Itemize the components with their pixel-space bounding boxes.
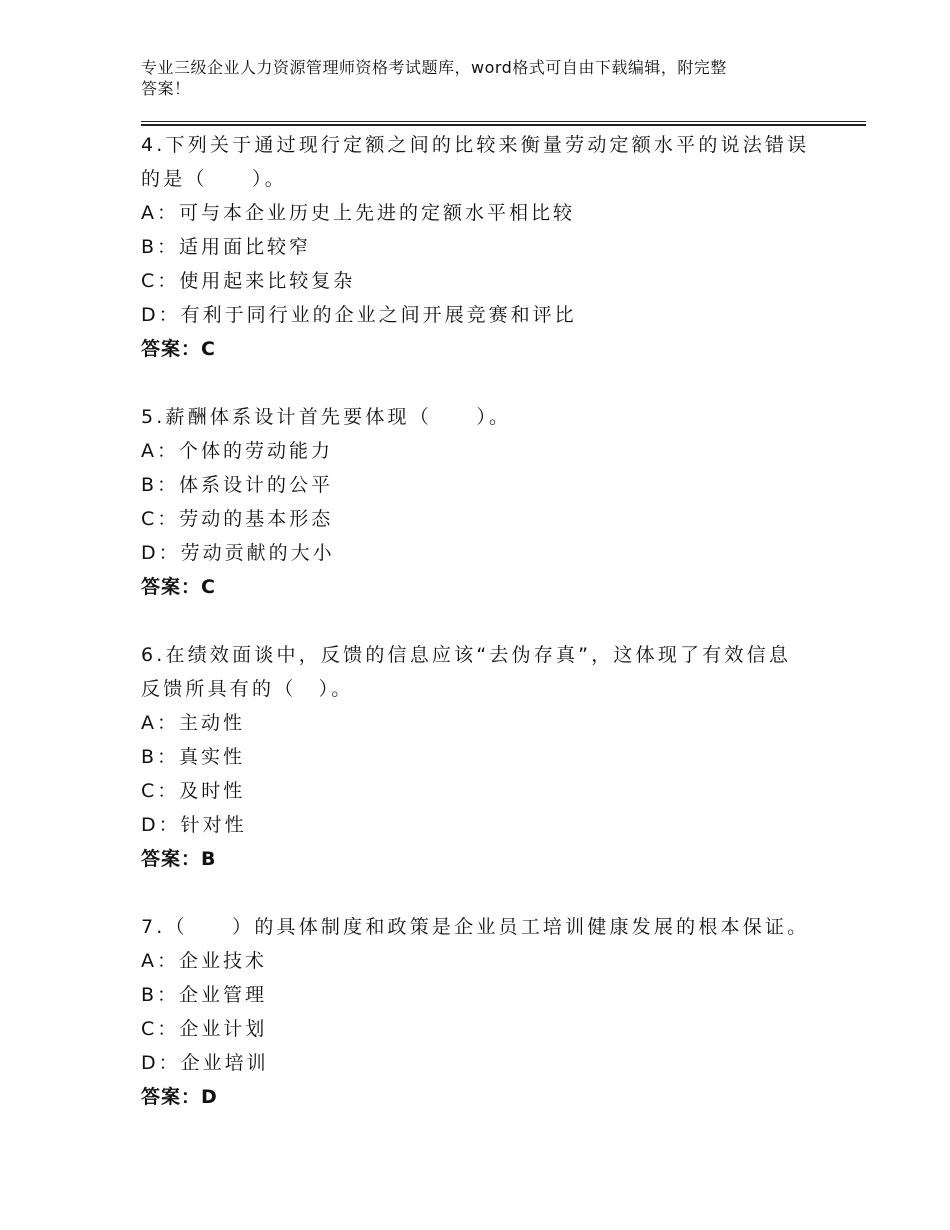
option-a: A：个体的劳动能力 bbox=[141, 440, 333, 462]
question-5 bbox=[141, 400, 841, 604]
option-a: A：企业技术 bbox=[141, 950, 267, 972]
option-b: B：适用面比较窄 bbox=[141, 236, 312, 258]
option-d: D：有利于同行业的企业之间开展竞赛和评比 bbox=[141, 304, 577, 326]
option-b: B：体系设计的公平 bbox=[141, 474, 334, 496]
option-c: C：企业计划 bbox=[141, 1018, 268, 1040]
answer-line: 答案：C bbox=[141, 338, 216, 360]
question-4 bbox=[141, 128, 841, 366]
question-7 bbox=[141, 910, 841, 1114]
option-c: C：劳动的基本形态 bbox=[141, 508, 334, 530]
question-text-line: 6.在绩效面谈中，反馈的信息应该“去伪存真”，这体现了有效信息 bbox=[141, 644, 792, 666]
question-list bbox=[141, 128, 841, 1148]
option-a: A：可与本企业历史上先进的定额水平相比较 bbox=[141, 202, 575, 224]
question-6 bbox=[141, 638, 841, 876]
option-d: D：企业培训 bbox=[141, 1052, 269, 1074]
header-line-1: 专业三级企业人力资源管理师资格考试题库，word格式可自由下载编辑，附完整 bbox=[141, 58, 727, 77]
header-rule-thin bbox=[141, 121, 866, 122]
option-c: C：使用起来比较复杂 bbox=[141, 270, 356, 292]
header-line-2: 答案！ bbox=[141, 79, 191, 98]
option-d: D：劳动贡献的大小 bbox=[141, 542, 335, 564]
answer-line: 答案：B bbox=[141, 848, 217, 870]
header-rule-thick bbox=[141, 124, 866, 126]
answer-line: 答案：D bbox=[141, 1086, 218, 1108]
question-text-line: 反馈所具有的（ ）。 bbox=[141, 678, 354, 700]
question-text-line: 7.（ ）的具体制度和政策是企业员工培训健康发展的根本保证。 bbox=[141, 916, 810, 938]
question-text-line: 5.薪酬体系设计首先要体现（ ）。 bbox=[141, 406, 512, 428]
question-text-line: 的是（ ）。 bbox=[141, 168, 287, 190]
question-text-line: 4.下列关于通过现行定额之间的比较来衡量劳动定额水平的说法错误 bbox=[141, 134, 810, 156]
option-c: C：及时性 bbox=[141, 780, 246, 802]
option-b: B：真实性 bbox=[141, 746, 246, 768]
option-d: D：针对性 bbox=[141, 814, 247, 836]
answer-line: 答案：C bbox=[141, 576, 216, 598]
option-a: A：主动性 bbox=[141, 712, 245, 734]
option-b: B：企业管理 bbox=[141, 984, 268, 1006]
page-header bbox=[141, 57, 821, 99]
